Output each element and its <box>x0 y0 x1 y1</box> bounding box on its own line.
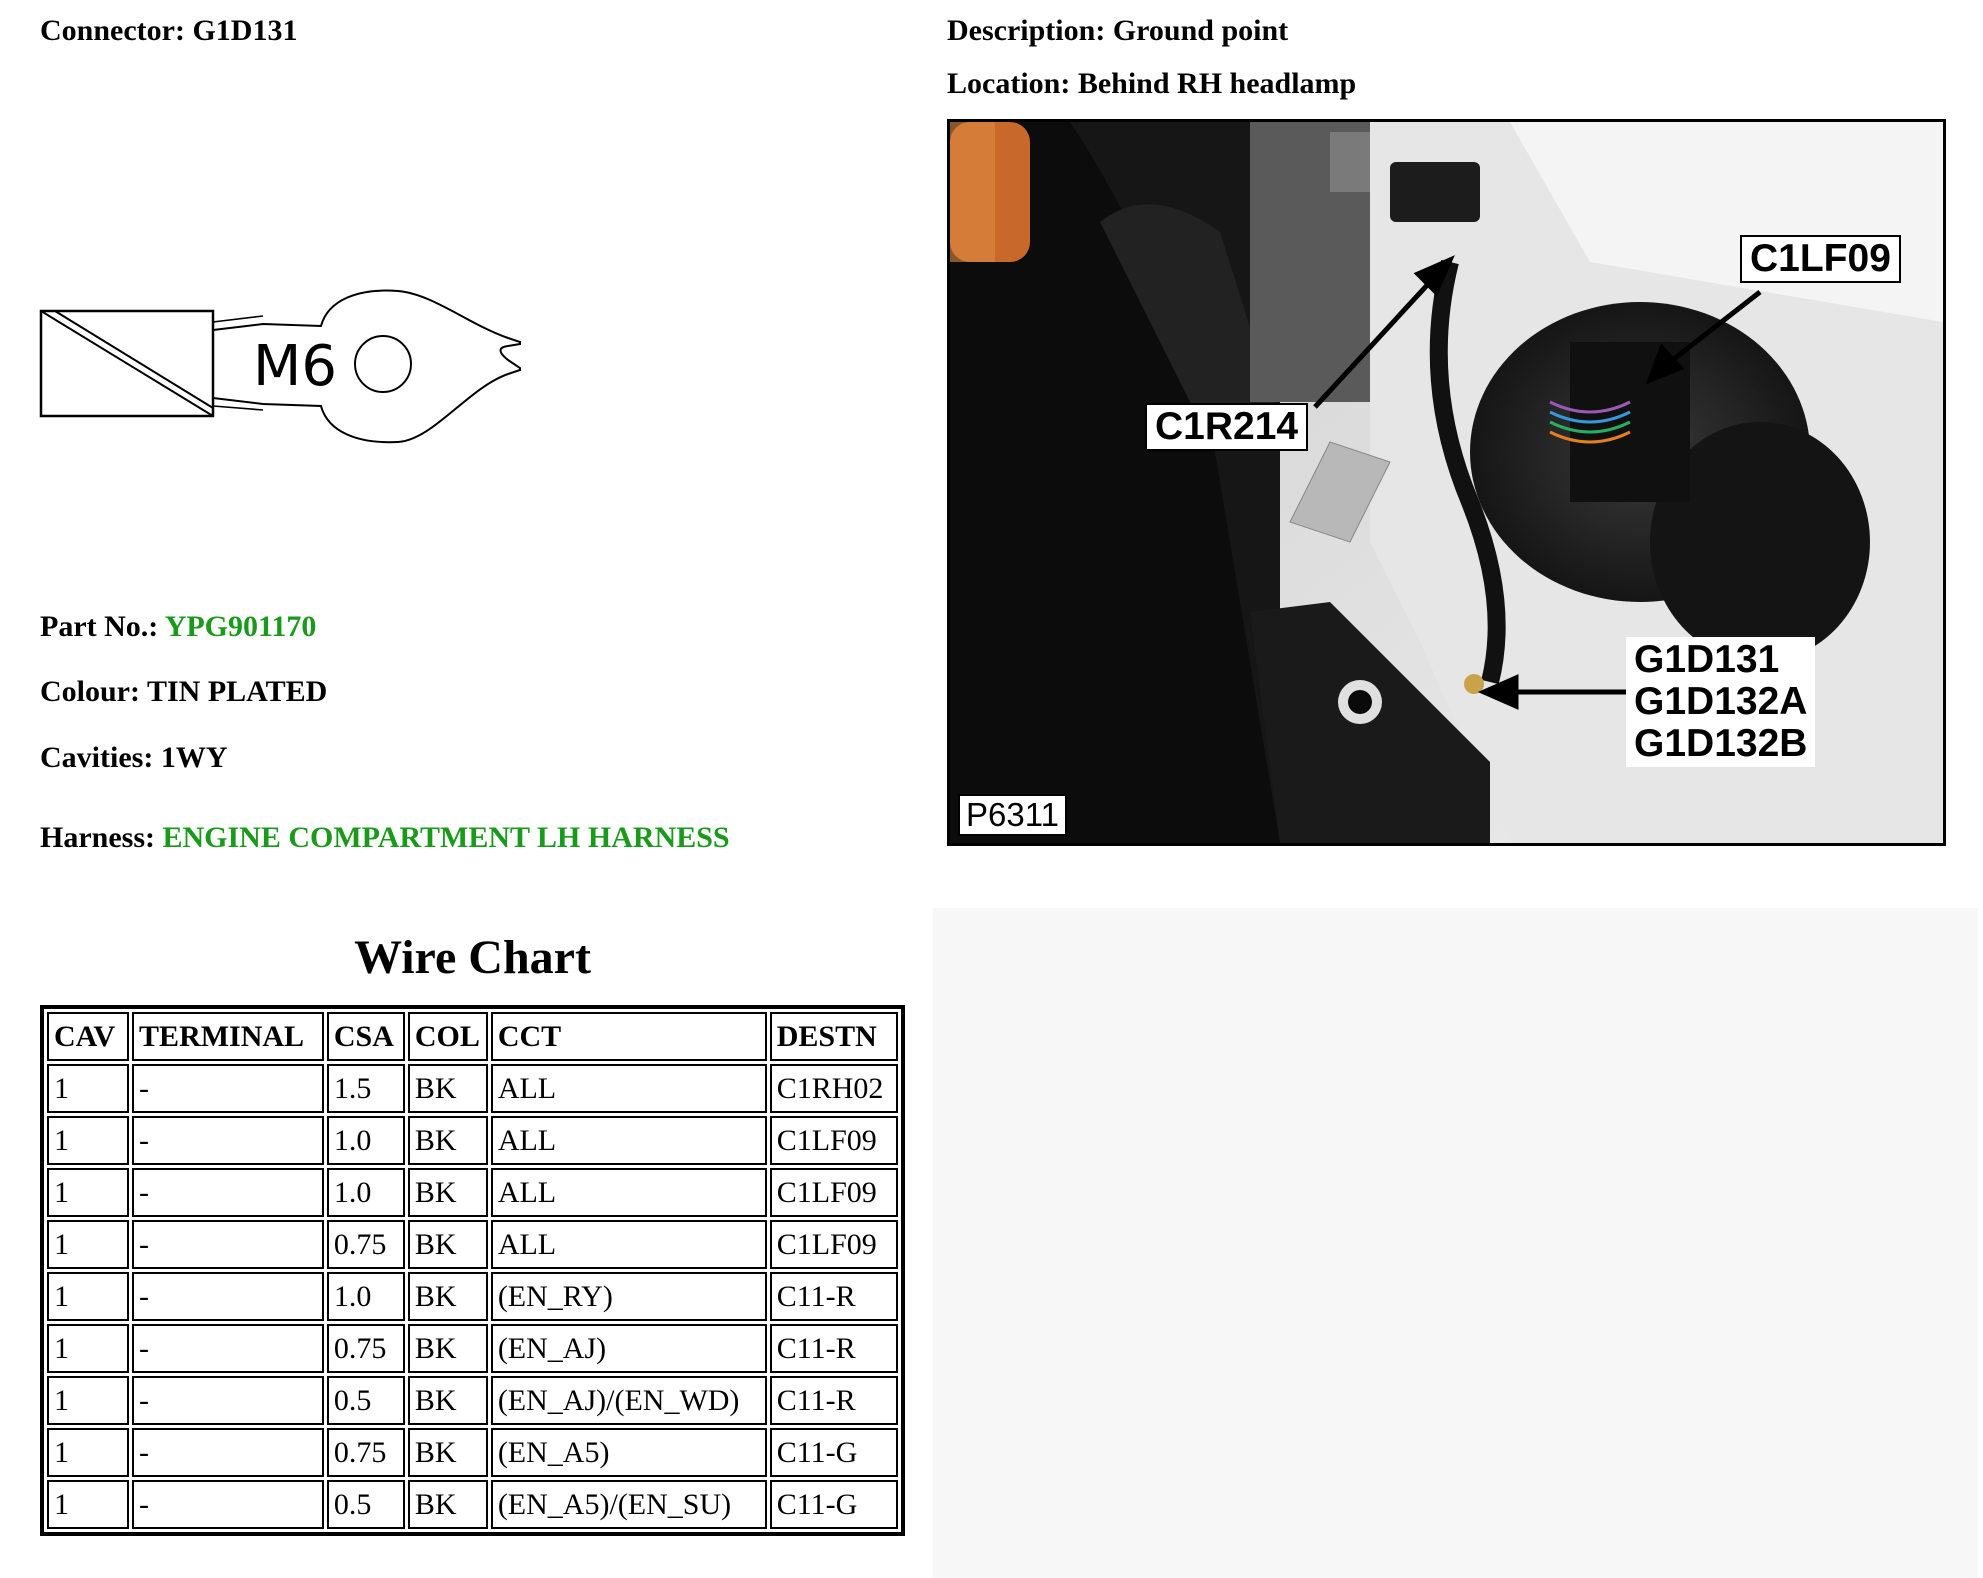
header-col: COL <box>408 1012 488 1061</box>
callout-c1lf09: C1LF09 <box>1740 235 1901 283</box>
cell-col: BK <box>408 1168 488 1217</box>
photo-id: P6311 <box>958 794 1067 836</box>
cell-cav: 1 <box>47 1272 129 1321</box>
cell-terminal: - <box>132 1376 324 1425</box>
cell-terminal: - <box>132 1168 324 1217</box>
part-number-label: Part No.: <box>40 610 159 643</box>
location-photo <box>947 119 1946 846</box>
cell-col: BK <box>408 1480 488 1529</box>
cell-csa: 0.75 <box>327 1428 405 1477</box>
cell-cct: ALL <box>491 1168 767 1217</box>
colour-value: TIN PLATED <box>146 675 328 708</box>
table-row <box>47 1480 898 1529</box>
cell-csa: 1.0 <box>327 1116 405 1165</box>
connector-label: Connector: <box>40 14 185 47</box>
header-cav: CAV <box>47 1012 129 1061</box>
table-row <box>47 1168 898 1217</box>
cell-terminal: - <box>132 1480 324 1529</box>
location-line <box>947 67 1356 101</box>
cell-col: BK <box>408 1220 488 1269</box>
cell-cct: (EN_A5)/(EN_SU) <box>491 1480 767 1529</box>
cell-destn: C11-G <box>770 1428 898 1477</box>
cavities-label: Cavities: <box>40 741 154 774</box>
cell-cct: (EN_A5) <box>491 1428 767 1477</box>
header-terminal: TERMINAL <box>132 1012 324 1061</box>
wire-chart-title: Wire Chart <box>354 931 591 984</box>
cell-csa: 0.75 <box>327 1220 405 1269</box>
cell-terminal: - <box>132 1272 324 1321</box>
callout-g1d131: G1D131 <box>1634 638 1780 681</box>
colour-label: Colour: <box>40 675 140 708</box>
cell-destn: C11-R <box>770 1324 898 1373</box>
wire-chart-table <box>40 1005 905 1536</box>
harness-link[interactable]: ENGINE COMPARTMENT LH HARNESS <box>162 821 730 854</box>
table-row <box>47 1428 898 1477</box>
cell-destn: C1RH02 <box>770 1064 898 1113</box>
empty-side-panel <box>933 908 1978 1578</box>
cell-csa: 1.0 <box>327 1168 405 1217</box>
callout-g1d132a: G1D132A <box>1634 680 1808 723</box>
cell-col: BK <box>408 1064 488 1113</box>
cell-destn: C11-G <box>770 1480 898 1529</box>
location-value: Behind RH headlamp <box>1077 67 1357 100</box>
cell-destn: C1LF09 <box>770 1220 898 1269</box>
cell-destn: C11-R <box>770 1272 898 1321</box>
cavities-line <box>40 741 227 775</box>
cell-terminal: - <box>132 1428 324 1477</box>
table-row <box>47 1272 898 1321</box>
table-row <box>47 1324 898 1373</box>
cell-cav: 1 <box>47 1428 129 1477</box>
cavities-value: 1WY <box>160 741 228 774</box>
header-destn: DESTN <box>770 1012 898 1061</box>
cell-col: BK <box>408 1116 488 1165</box>
connector-line <box>40 14 297 48</box>
table-row <box>47 1116 898 1165</box>
cell-cav: 1 <box>47 1480 129 1529</box>
cell-col: BK <box>408 1376 488 1425</box>
cell-cct: (EN_RY) <box>491 1272 767 1321</box>
cell-csa: 1.5 <box>327 1064 405 1113</box>
cell-csa: 0.5 <box>327 1480 405 1529</box>
colour-line <box>40 675 327 709</box>
cell-destn: C1LF09 <box>770 1168 898 1217</box>
ring-terminal-drawing <box>38 282 528 452</box>
cell-csa: 1.0 <box>327 1272 405 1321</box>
cell-col: BK <box>408 1324 488 1373</box>
table-row <box>47 1220 898 1269</box>
cell-cav: 1 <box>47 1064 129 1113</box>
cell-cav: 1 <box>47 1220 129 1269</box>
cell-cct: ALL <box>491 1220 767 1269</box>
harness-label: Harness: <box>40 821 155 854</box>
cell-cav: 1 <box>47 1324 129 1373</box>
cell-terminal: - <box>132 1220 324 1269</box>
callout-c1r214: C1R214 <box>1145 403 1308 451</box>
harness-line <box>40 821 730 855</box>
header-cct: CCT <box>491 1012 767 1061</box>
callout-g1d132b: G1D132B <box>1634 722 1808 765</box>
wire-chart-header-row <box>47 1012 898 1061</box>
table-row <box>47 1376 898 1425</box>
cell-destn: C11-R <box>770 1376 898 1425</box>
cell-cav: 1 <box>47 1116 129 1165</box>
cell-col: BK <box>408 1272 488 1321</box>
description-label: Description: <box>947 14 1106 47</box>
wire-chart-body <box>47 1064 898 1529</box>
part-number-link[interactable]: YPG901170 <box>164 610 317 643</box>
cell-cct: ALL <box>491 1116 767 1165</box>
stud-size-text: M6 <box>253 334 337 399</box>
header-csa: CSA <box>327 1012 405 1061</box>
part-number-line <box>40 610 316 644</box>
cell-cav: 1 <box>47 1168 129 1217</box>
cell-csa: 0.75 <box>327 1324 405 1373</box>
location-label: Location: <box>947 67 1071 100</box>
cell-csa: 0.5 <box>327 1376 405 1425</box>
cell-destn: C1LF09 <box>770 1116 898 1165</box>
cell-terminal: - <box>132 1324 324 1373</box>
cell-cct: (EN_AJ) <box>491 1324 767 1373</box>
cell-terminal: - <box>132 1116 324 1165</box>
cell-cct: ALL <box>491 1064 767 1113</box>
cell-cct: (EN_AJ)/(EN_WD) <box>491 1376 767 1425</box>
cell-col: BK <box>408 1428 488 1477</box>
cell-cav: 1 <box>47 1376 129 1425</box>
description-value: Ground point <box>1112 14 1289 47</box>
table-row <box>47 1064 898 1113</box>
description-line <box>947 14 1288 48</box>
connector-value: G1D131 <box>192 14 298 47</box>
callout-ground-points <box>1626 637 1815 767</box>
cell-terminal: - <box>132 1064 324 1113</box>
